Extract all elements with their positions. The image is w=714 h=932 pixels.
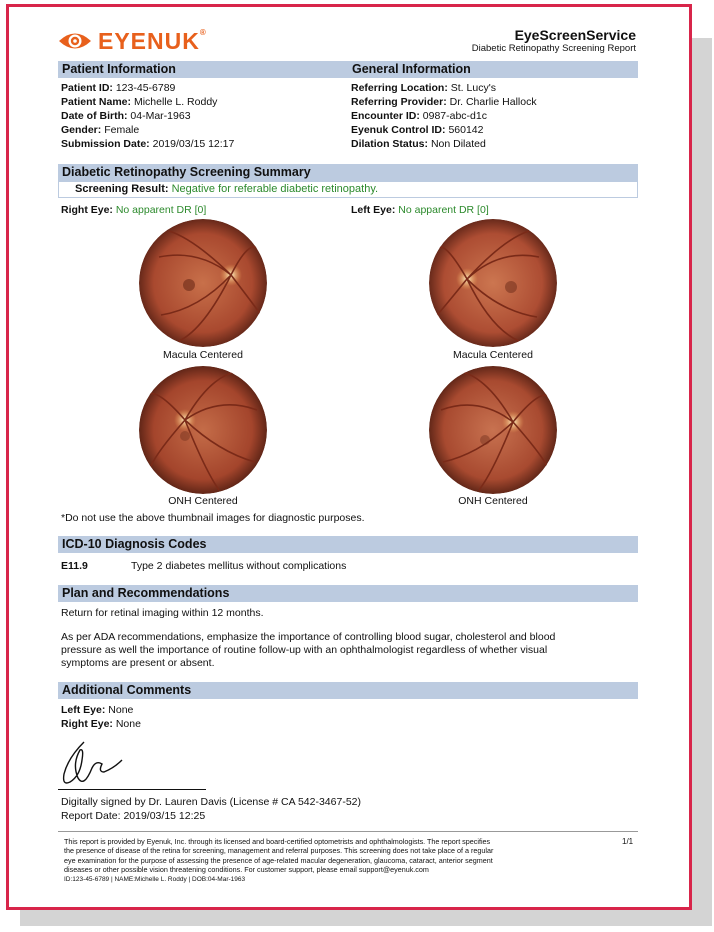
general-info-heading: General Information (348, 61, 638, 78)
plan-paragraph: As per ADA recommendations, emphasize the importance of controlling blood sugar, cholesterol and blood pressure as well the importance of routine follow-up with an ophthalmologist regardless of whether visual symptoms are present or absent. (61, 631, 556, 669)
right-eye-onh-image (139, 366, 267, 494)
left-eye-onh-caption: ONH Centered (458, 495, 528, 507)
right-eye-macula-caption: Macula Centered (163, 349, 243, 361)
comments-heading: Additional Comments (58, 682, 638, 699)
left-eye-comment: Left Eye: None (61, 704, 134, 716)
left-eye-onh-image (429, 366, 557, 494)
referring-location-row: Referring Location: St. Lucy's (351, 82, 496, 94)
icd-code: E11.9 (61, 560, 88, 572)
footer-divider (58, 831, 638, 832)
digital-signature-text: Digitally signed by Dr. Lauren Davis (License # CA 542-3467-52) (61, 796, 361, 808)
control-id-row: Eyenuk Control ID: 560142 (351, 124, 484, 136)
icd-heading: ICD-10 Diagnosis Codes (58, 536, 638, 553)
page-number: 1/1 (622, 837, 634, 846)
eyenuk-logo (58, 27, 207, 55)
footer-disclaimer: This report is provided by Eyenuk, Inc. through its licensed and board-certified optometrists and ophthalmologists. The report specifies the presence of disease of the retina for screening, management and referral purposes. This screening does not take place of a regular eye examination for the purpose of assessing the presence of age-related macular degeneration, glaucoma, cataract, anterior segment diseases or other possible vision threatening conditions. For customer support, please email support@eyenuk.com ID:123-45-6789 | NAME:Michelle L. Roddy | DOB:04-Mar-1963 (64, 837, 612, 884)
right-eye-macula-image (139, 219, 267, 347)
handwritten-signature (58, 738, 148, 792)
referring-provider-row: Referring Provider: Dr. Charlie Hallock (351, 96, 537, 108)
screening-result-value: Negative for referable diabetic retinopathy. (171, 183, 379, 195)
gender-row: Gender: Female (61, 124, 140, 136)
logo-wordmark: EYENUK® (98, 27, 207, 54)
eye-logo-icon (58, 30, 92, 52)
thumbnail-disclaimer: *Do not use the above thumbnail images for diagnostic purposes. (61, 512, 365, 524)
signature-line (58, 789, 206, 790)
submission-date-row: Submission Date: 2019/03/15 12:17 (61, 138, 235, 150)
plan-heading: Plan and Recommendations (58, 585, 638, 602)
left-eye-result: Left Eye: No apparent DR [0] (351, 204, 489, 216)
service-title: EyeScreenService (514, 27, 636, 43)
screening-result-box (58, 181, 638, 198)
encounter-id-row: Encounter ID: 0987-abc-d1c (351, 110, 487, 122)
plan-return-line: Return for retinal imaging within 12 months. (61, 607, 264, 619)
right-eye-comment: Right Eye: None (61, 718, 141, 730)
service-subtitle: Diabetic Retinopathy Screening Report (471, 43, 636, 54)
report-date: Report Date: 2019/03/15 12:25 (61, 810, 206, 822)
dilation-status-row: Dilation Status: Non Dilated (351, 138, 486, 150)
icd-description: Type 2 diabetes mellitus without complications (131, 560, 347, 572)
patient-id-row: Patient ID: 123-45-6789 (61, 82, 176, 94)
screening-result-label: Screening Result: (75, 183, 169, 195)
right-eye-result: Right Eye: No apparent DR [0] (61, 204, 207, 216)
patient-name-row: Patient Name: Michelle L. Roddy (61, 96, 218, 108)
left-eye-macula-caption: Macula Centered (453, 349, 533, 361)
right-eye-onh-caption: ONH Centered (168, 495, 238, 507)
patient-info-heading: Patient Information (58, 61, 348, 78)
dob-row: Date of Birth: 04-Mar-1963 (61, 110, 191, 122)
left-eye-macula-image (429, 219, 557, 347)
summary-heading: Diabetic Retinopathy Screening Summary (58, 164, 638, 181)
footer-patient-id: ID:123-45-6789 | NAME:Michelle L. Roddy | DOB:04-Mar-1963 (64, 875, 246, 883)
